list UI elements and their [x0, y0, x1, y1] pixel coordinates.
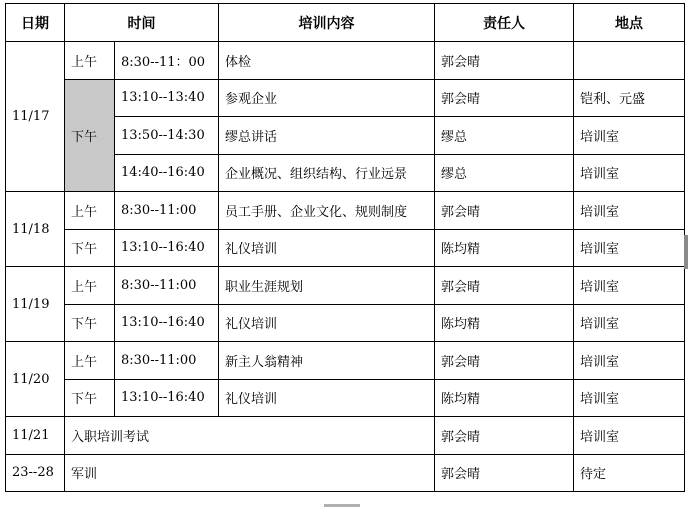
time-cell: 13:10--16:40: [115, 304, 219, 342]
period-cell: 下午: [65, 304, 115, 342]
table-row: [6, 342, 685, 380]
content-cell: 礼仪培训: [219, 379, 435, 417]
date-cell: 11/18: [6, 192, 65, 267]
responsible-cell: 缪总: [435, 117, 574, 155]
responsible-cell: 郭会晴: [435, 267, 574, 305]
table-row: [6, 379, 685, 417]
time-cell: 8:30--11:00: [115, 192, 219, 230]
header-time: 时间: [65, 4, 219, 42]
responsible-cell: 陈均精: [435, 304, 574, 342]
time-cell: 13:10--13:40: [115, 79, 219, 117]
content-cell: 礼仪培训: [219, 229, 435, 267]
date-cell: 23--28: [6, 454, 65, 492]
time-cell: 14:40--16:40: [115, 154, 219, 192]
header-responsible: 责任人: [435, 4, 574, 42]
table-row: [6, 417, 685, 455]
content-cell: 新主人翁精神: [219, 342, 435, 380]
date-cell: 11/21: [6, 417, 65, 455]
date-cell: 11/20: [6, 342, 65, 417]
location-cell: 待定: [574, 454, 685, 492]
responsible-cell: 郭会晴: [435, 79, 574, 117]
responsible-cell: 缪总: [435, 154, 574, 192]
responsible-cell: 郭会晴: [435, 192, 574, 230]
header-row: [6, 4, 685, 42]
content-cell: 职业生涯规划: [219, 267, 435, 305]
time-cell: 8:30--11:00: [115, 342, 219, 380]
content-cell: 员工手册、企业文化、规则制度: [219, 192, 435, 230]
location-cell: 铠利、元盛: [574, 79, 685, 117]
location-cell: 培训室: [574, 304, 685, 342]
location-cell: 培训室: [574, 154, 685, 192]
location-cell: 培训室: [574, 417, 685, 455]
time-cell: 8:30--11：00: [115, 42, 219, 80]
header-content: 培训内容: [219, 4, 435, 42]
scrollbar-thumb[interactable]: [684, 235, 688, 269]
content-cell: 缪总讲话: [219, 117, 435, 155]
responsible-cell: 陈均精: [435, 229, 574, 267]
location-cell: 培训室: [574, 342, 685, 380]
content-cell: 体检: [219, 42, 435, 80]
responsible-cell: 郭会晴: [435, 342, 574, 380]
time-cell: 8:30--11:00: [115, 267, 219, 305]
responsible-cell: 郭会晴: [435, 42, 574, 80]
table-row: [6, 229, 685, 267]
table-row: [6, 79, 685, 117]
content-cell: 入职培训考试: [65, 417, 435, 455]
table-row: [6, 454, 685, 492]
training-schedule-table: [5, 3, 685, 492]
period-cell: 下午: [65, 229, 115, 267]
period-cell: 下午: [65, 79, 115, 192]
header-date: 日期: [6, 4, 65, 42]
location-cell: 培训室: [574, 229, 685, 267]
period-cell: 上午: [65, 42, 115, 80]
location-cell: 培训室: [574, 267, 685, 305]
period-cell: 上午: [65, 192, 115, 230]
period-cell: 下午: [65, 379, 115, 417]
responsible-cell: 郭会晴: [435, 417, 574, 455]
location-cell: 培训室: [574, 117, 685, 155]
time-cell: 13:50--14:30: [115, 117, 219, 155]
location-cell: 培训室: [574, 192, 685, 230]
time-cell: 13:10--16:40: [115, 379, 219, 417]
content-cell: 参观企业: [219, 79, 435, 117]
table-row: [6, 192, 685, 230]
responsible-cell: 陈均精: [435, 379, 574, 417]
period-cell: 上午: [65, 267, 115, 305]
content-cell: 企业概况、组织结构、行业远景: [219, 154, 435, 192]
table-row: [6, 42, 685, 80]
date-cell: 11/17: [6, 42, 65, 192]
date-cell: 11/19: [6, 267, 65, 342]
table-row: [6, 304, 685, 342]
location-cell: 培训室: [574, 379, 685, 417]
time-cell: 13:10--16:40: [115, 229, 219, 267]
content-cell: 军训: [65, 454, 435, 492]
content-cell: 礼仪培训: [219, 304, 435, 342]
header-location: 地点: [574, 4, 685, 42]
responsible-cell: 郭会晴: [435, 454, 574, 492]
period-cell: 上午: [65, 342, 115, 380]
location-cell: [574, 42, 685, 80]
table-row: [6, 267, 685, 305]
